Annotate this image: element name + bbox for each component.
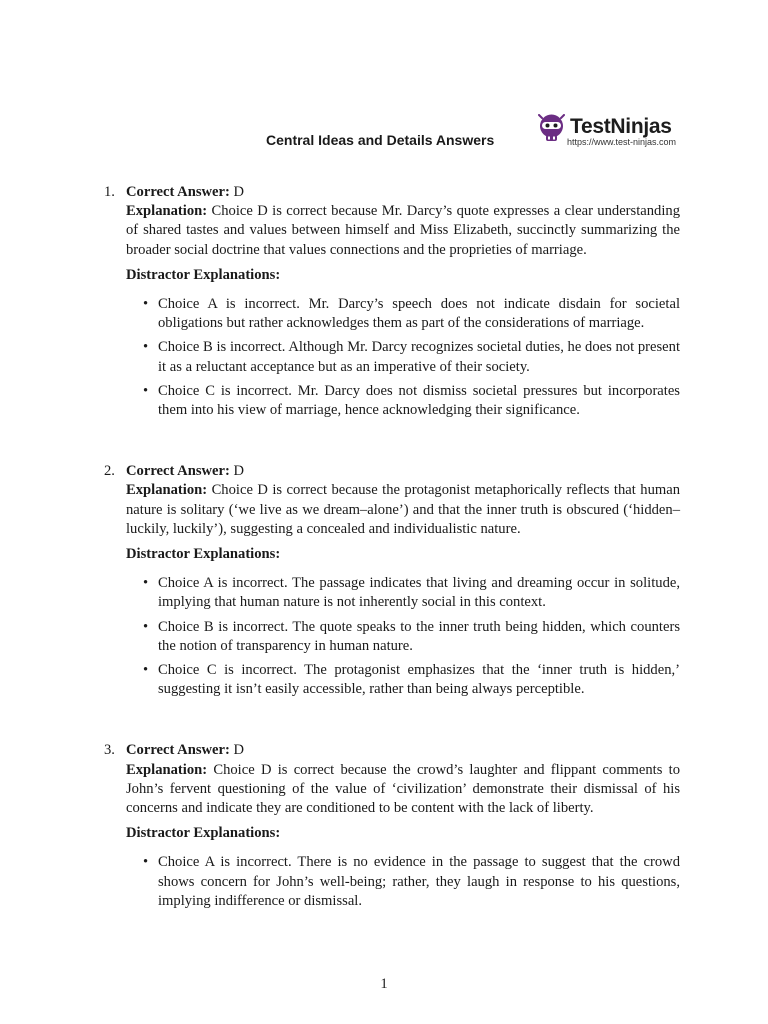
correct-answer-label: Correct Answer: — [126, 742, 230, 759]
page-number: 1 — [380, 976, 388, 992]
distractor-text: Choice A is incorrect. There is no evidence in the passage to suggest that the crowd shows concern for John’s well-being; rather, they laugh in response to his questions, implying indifference or dismissal. — [158, 854, 680, 909]
bullet-icon: • — [143, 618, 149, 635]
question-list — [104, 183, 680, 916]
bullet-icon: • — [143, 382, 149, 399]
correct-answer-value: D — [233, 742, 245, 759]
explanation-label: Explanation: — [126, 203, 208, 220]
brand-url: https://www.test-ninjas.com — [567, 137, 677, 147]
bullet-icon: • — [143, 339, 149, 356]
question-number: 3. — [104, 742, 115, 759]
distractor-text: Choice A is incorrect. Mr. Darcy’s speech does not indicate disdain for societal obligations but rather acknowledges them as part of the considerations of marriage. — [158, 296, 680, 332]
explanation-paragraph — [126, 761, 680, 819]
ninja-mascot-icon — [538, 114, 565, 142]
distractor-list — [126, 295, 680, 420]
question-item — [104, 183, 680, 420]
correct-answer-line — [126, 741, 680, 760]
correct-answer-value: D — [233, 463, 245, 480]
explanation-paragraph — [126, 202, 680, 260]
distractor-text: Choice C is incorrect. The protagonist emphasizes that the ‘inner truth is hidden,’ suggesting it isn’t easily accessible, rather than being always perceptible. — [158, 662, 680, 698]
correct-answer-label: Correct Answer: — [126, 463, 230, 480]
distractor-item — [143, 338, 680, 376]
explanation-text: Choice D is correct because the protagonist metaphorically reflects that human nature is solitary (‘we live as we dream–alone’) and that the inner truth is obscured (‘hidden–luckily, luckily’), suggesting a concealed and individualistic nature. — [126, 482, 680, 537]
explanation-paragraph — [126, 481, 680, 539]
explanation-text: Choice D is correct because Mr. Darcy’s quote expresses a clear understanding of shared tastes and values between himself and Miss Elizabeth, succinctly summarizing the broader social doctrine that values connections and the proprieties of marriage. — [126, 203, 680, 258]
distractor-text: Choice C is incorrect. Mr. Darcy does not dismiss societal pressures but incorporates them into his view of marriage, hence acknowledging their significance. — [158, 382, 680, 419]
brand-name: TestNinjas — [570, 115, 672, 138]
distractor-item — [143, 853, 680, 911]
distractor-list — [126, 574, 680, 699]
explanation-label: Explanation: — [126, 761, 208, 778]
distractor-heading: Distractor Explanations: — [126, 546, 281, 563]
correct-answer-line — [126, 462, 680, 481]
question-item — [104, 741, 680, 911]
bullet-icon: • — [143, 854, 149, 871]
explanation-label: Explanation: — [126, 482, 208, 499]
distractor-heading: Distractor Explanations: — [126, 266, 281, 283]
distractor-item — [143, 382, 680, 420]
distractor-text: Choice A is incorrect. The passage indicates that living and dreaming occur in solitude, implying that human nature is not inherently social in this context. — [158, 575, 680, 611]
explanation-text: Choice D is correct because the crowd’s laughter and flippant comments to John’s fervent questioning of the value of ‘civilization’ demonstrate their dismissal of his concerns and indicate they are conditioned to be content with the lack of liberty. — [126, 761, 680, 817]
distractor-item — [143, 574, 680, 612]
distractor-item — [143, 618, 680, 656]
correct-answer-label: Correct Answer: — [126, 184, 230, 200]
distractor-list — [126, 853, 680, 911]
question-number: 1. — [104, 184, 115, 200]
question-item — [104, 462, 680, 699]
bullet-icon: • — [143, 662, 149, 679]
bullet-icon: • — [143, 575, 149, 592]
distractor-heading: Distractor Explanations: — [126, 825, 281, 842]
distractor-item — [143, 661, 680, 699]
correct-answer-value: D — [233, 184, 245, 200]
bullet-icon: • — [143, 296, 149, 313]
distractor-text: Choice B is incorrect. Although Mr. Darcy recognizes societal duties, he does not present it as a reluctant acceptance but as an imperative of their society. — [158, 339, 680, 375]
question-number: 2. — [104, 463, 115, 480]
page-title: Central Ideas and Details Answers — [266, 132, 495, 148]
brand-logo — [538, 114, 688, 154]
distractor-text: Choice B is incorrect. The quote speaks to the inner truth being hidden, which counters the notion of transparency in human nature. — [158, 618, 680, 654]
distractor-item — [143, 295, 680, 333]
correct-answer-line — [126, 183, 680, 202]
